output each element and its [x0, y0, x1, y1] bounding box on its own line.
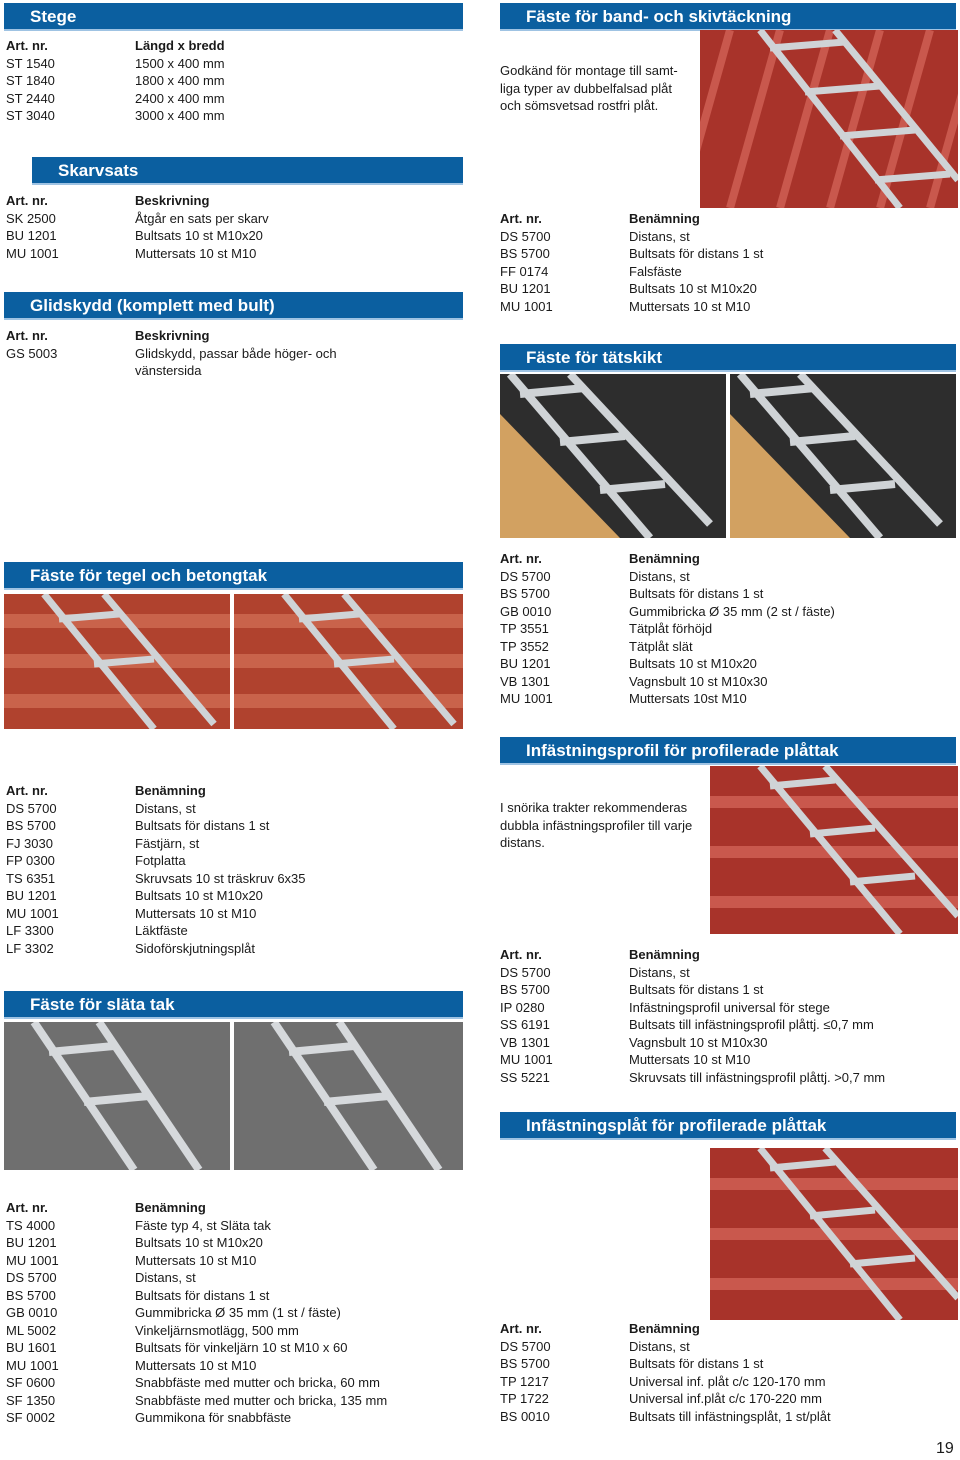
cell-description: 1500 x 400 mm	[135, 55, 225, 71]
table-row	[6, 800, 306, 818]
note-infastningsprofil: I snörika trakter rekommenderas dubbla infästningsprofiler till varje distans.	[500, 800, 693, 850]
table-row	[500, 298, 763, 316]
cell-description: Bultsats 10 st M10x20	[629, 656, 757, 671]
cell-art-nr: MU 1001	[500, 691, 553, 706]
table-row	[6, 72, 225, 90]
table-row	[6, 870, 306, 888]
cell-description: Vagnsbult 10 st M10x30	[629, 673, 768, 689]
cell-description: Bultsats för distans 1 st	[629, 586, 764, 601]
spec-table-skarvsats	[6, 192, 269, 262]
cell-description: Skruvsats till infästningsprofil plåttj. >0,7 mm	[629, 1069, 886, 1085]
section-title-infastningsprofil: Infästningsprofil för profilerade plåttak	[500, 737, 956, 765]
cell-description: Universal inf.plåt c/c 170-220 mm	[629, 1391, 822, 1406]
spec-table-stege	[6, 37, 225, 125]
cell-description: Bultsats för distans 1 st	[629, 982, 764, 997]
cell-description: Distans, st	[629, 1338, 690, 1354]
cell-art-nr: BS 5700	[6, 1287, 56, 1303]
cell-art-nr: DS 5700	[6, 800, 57, 816]
cell-description: Tätplåt förhöjd	[629, 621, 713, 636]
section-title-skarvsats: Skarvsats	[32, 157, 463, 185]
table-row	[500, 1034, 885, 1052]
table-header	[6, 327, 337, 345]
cell-description: Bultsats 10 st M10x20	[135, 1235, 263, 1250]
cell-description: Vinkeljärnsmotlägg, 500 mm	[135, 1322, 299, 1338]
cell-description: Universal inf. plåt c/c 120-170 mm	[629, 1373, 826, 1389]
cell-art-nr: SS 6191	[500, 1017, 550, 1032]
cell-description: Benämning	[629, 1321, 700, 1336]
table-row	[6, 835, 306, 853]
cell-art-nr: BS 5700	[500, 586, 550, 601]
header-description: Längd x bredd	[135, 38, 225, 53]
section-title-stege: Stege	[4, 3, 463, 31]
header-description: Benämning	[629, 551, 700, 566]
cell-description: vänstersida	[135, 363, 202, 378]
table-row	[6, 905, 306, 923]
cell-art-nr: ST 3040	[6, 108, 55, 123]
cell-description: 2400 x 400 mm	[135, 90, 225, 106]
cell-description: Bultsats för distans 1 st	[629, 1356, 764, 1371]
table-row	[500, 1338, 831, 1356]
table-row	[6, 922, 306, 940]
cell-art-nr: BS 5700	[500, 246, 550, 261]
cell-art-nr: GB 0010	[6, 1305, 58, 1320]
cell-art-nr: VB 1301	[500, 673, 550, 689]
cell-art-nr: TS 6351	[6, 870, 56, 886]
cell-art-nr: MU 1001	[6, 245, 59, 261]
photo-slata-tak	[4, 1022, 463, 1170]
table-header	[500, 550, 835, 568]
cell-description: Distans, st	[135, 1270, 196, 1285]
cell-description: Fotplatta	[135, 853, 186, 868]
cell-description: Tätplåt slät	[629, 638, 693, 654]
cell-art-nr: BS 5700	[500, 982, 550, 997]
spec-table-tegel-parts	[6, 782, 306, 957]
cell-art-nr: BU 1201	[6, 1235, 57, 1250]
cell-art-nr: ST 1540	[6, 55, 55, 71]
cell-art-nr: TP 3551	[500, 621, 549, 636]
header-description: Benämning	[135, 1200, 206, 1215]
page-number: 19	[936, 1440, 954, 1457]
table-row	[500, 1355, 831, 1373]
cell-art-nr: TP 3552	[500, 638, 549, 654]
cell-art-nr: SF 0002	[6, 1410, 56, 1425]
spec-table-tegel	[500, 550, 835, 708]
cell-description: Distans, st	[135, 800, 196, 816]
table-row	[6, 1357, 387, 1375]
table-row	[500, 981, 885, 999]
cell-art-nr: BS 5700	[500, 1356, 550, 1371]
spec-table-glidskydd	[6, 327, 337, 380]
cell-description: Muttersats 10st M10	[629, 691, 747, 706]
cell-description: Vagnsbult 10 st M10x30	[629, 1034, 768, 1050]
table-row	[6, 1269, 387, 1287]
table-row	[500, 1390, 831, 1408]
cell-description: Sidoförskjutningsplåt	[135, 940, 255, 956]
cell-description: Bultsats för vinkeljärn 10 st M10 x 60	[135, 1340, 348, 1355]
section-title-slata-tak: Fäste för släta tak	[4, 991, 463, 1019]
cell-description: Muttersats 10 st M10	[135, 1252, 257, 1268]
photo-infastningsprofil	[710, 766, 958, 934]
table-row	[6, 245, 269, 263]
cell-description: Fästjärn, st	[135, 835, 200, 851]
table-row	[6, 107, 225, 125]
table-row	[6, 817, 306, 835]
header-art-nr: Art. nr.	[500, 551, 542, 566]
table-header	[6, 1199, 387, 1217]
table-row	[6, 1322, 387, 1340]
cell-art-nr: BU 1201	[500, 656, 551, 671]
photo-infastningsplat	[710, 1148, 958, 1320]
cell-art-nr: BU 1201	[6, 228, 57, 243]
header-art-nr: Art. nr.	[6, 783, 48, 798]
cell-description: 1800 x 400 mm	[135, 73, 225, 88]
cell-art-nr: ML 5002	[6, 1322, 57, 1338]
cell-art-nr: GB 0010	[500, 603, 552, 619]
header-description: Benämning	[629, 947, 700, 962]
cell-art-nr: BU 1601	[6, 1340, 57, 1355]
cell-art-nr: BS 0010	[500, 1408, 550, 1424]
cell-art-nr: TS 4000	[6, 1217, 56, 1233]
spec-table-slata-tak	[6, 1199, 387, 1427]
cell-description: Snabbfäste med mutter och bricka, 135 mm	[135, 1392, 388, 1408]
cell-description: Distans, st	[629, 964, 690, 980]
table-row	[6, 1339, 387, 1357]
spec-table-band-skiv	[500, 210, 763, 315]
cell-description: Muttersats 10 st M10	[629, 298, 751, 314]
cell-description: Bultsats för distans 1 st	[629, 246, 764, 261]
table-row	[500, 1408, 831, 1426]
spec-table-infastningsplat	[500, 1320, 831, 1425]
cell-art-nr	[6, 362, 135, 380]
table-row	[6, 210, 269, 228]
table-row	[6, 1409, 387, 1427]
cell-art-nr: FJ 3030	[6, 835, 53, 851]
cell-description: Läktfäste	[135, 923, 188, 938]
table-row	[500, 603, 835, 621]
cell-art-nr: LF 3300	[6, 923, 54, 938]
header-description: Beskrivning	[135, 328, 210, 343]
table-row	[6, 345, 337, 363]
cell-description: Glidskydd, passar både höger- och	[135, 345, 337, 361]
section-title-glidskydd: Glidskydd (komplett med bult)	[4, 292, 463, 320]
cell-art-nr: Art. nr.	[500, 1321, 542, 1336]
cell-art-nr: ST 2440	[6, 90, 55, 106]
cell-description: Skruvsats 10 st träskruv 6x35	[135, 870, 306, 886]
table-row	[6, 1374, 387, 1392]
cell-description: Snabbfäste med mutter och bricka, 60 mm	[135, 1375, 380, 1390]
table-row	[500, 1016, 885, 1034]
cell-art-nr: GS 5003	[6, 345, 58, 361]
table-row	[500, 1069, 885, 1087]
spec-table-infastningsprofil	[500, 946, 885, 1086]
cell-art-nr: SF 1350	[6, 1392, 56, 1408]
cell-art-nr: LF 3302	[6, 940, 54, 956]
table-row	[6, 55, 225, 73]
header-art-nr: Art. nr.	[6, 38, 48, 53]
table-row	[500, 620, 835, 638]
cell-description: Bultsats 10 st M10x20	[629, 281, 757, 296]
cell-art-nr: MU 1001	[6, 1252, 59, 1268]
cell-art-nr: FP 0300	[6, 853, 55, 868]
header-description: Beskrivning	[135, 193, 210, 208]
table-row	[500, 228, 763, 246]
header-art-nr: Art. nr.	[500, 211, 542, 226]
header-description: Benämning	[135, 783, 206, 798]
cell-art-nr: MU 1001	[500, 298, 553, 314]
table-row	[500, 263, 763, 281]
table-row	[500, 245, 763, 263]
table-row	[6, 1392, 387, 1410]
cell-description: Bultsats till infästningsplåt, 1 st/plåt	[629, 1408, 831, 1424]
header-description: Benämning	[629, 211, 700, 226]
cell-art-nr: TP 1217	[500, 1373, 549, 1389]
table-row	[500, 964, 885, 982]
table-row	[6, 1304, 387, 1322]
cell-description: Infästningsprofil universal för stege	[629, 999, 830, 1015]
photo-tatskikt	[500, 374, 956, 538]
cell-description: Gummibricka Ø 35 mm (2 st / fäste)	[629, 603, 835, 619]
cell-art-nr: BU 1201	[500, 281, 551, 296]
table-row	[6, 940, 306, 958]
table-row	[500, 280, 763, 298]
cell-art-nr: SF 0600	[6, 1375, 56, 1390]
table-row	[500, 568, 835, 586]
table-row	[500, 1373, 831, 1391]
section-title-tatskikt: Fäste för tätskikt	[500, 344, 956, 372]
cell-art-nr: BS 5700	[6, 818, 56, 833]
cell-art-nr: MU 1001	[6, 1357, 59, 1373]
cell-art-nr: MU 1001	[500, 1052, 553, 1067]
cell-description: Bultsats till infästningsprofil plåttj. ≤0,7 mm	[629, 1017, 874, 1032]
header-art-nr: Art. nr.	[6, 1200, 48, 1215]
table-row	[500, 1051, 885, 1069]
table-row	[6, 1287, 387, 1305]
table-row	[500, 673, 835, 691]
cell-art-nr: DS 5700	[500, 1338, 551, 1354]
cell-description: Muttersats 10 st M10	[135, 1357, 257, 1373]
table-row	[6, 852, 306, 870]
table-row	[6, 90, 225, 108]
table-row	[500, 690, 835, 708]
cell-description: Muttersats 10 st M10	[135, 905, 257, 921]
cell-description: Fäste typ 4, st Släta tak	[135, 1217, 271, 1233]
table-header	[6, 782, 306, 800]
table-header	[500, 1320, 831, 1338]
cell-art-nr: DS 5700	[500, 228, 551, 244]
header-art-nr: Art. nr.	[6, 328, 48, 343]
cell-art-nr: SK 2500	[6, 210, 56, 226]
note-band-skiv: Godkänd för montage till samt- liga typer av dubbelfalsad plåt och sömsvetsad rostfri plåt.	[500, 63, 678, 113]
cell-art-nr: MU 1001	[6, 905, 59, 921]
cell-description: Gummikona för snabbfäste	[135, 1410, 292, 1425]
table-row	[6, 1217, 387, 1235]
cell-art-nr: SS 5221	[500, 1069, 550, 1085]
header-art-nr: Art. nr.	[500, 947, 542, 962]
cell-description: Gummibricka Ø 35 mm (1 st / fäste)	[135, 1305, 341, 1320]
section-title-band-skiv: Fäste för band- och skivtäckning	[500, 3, 956, 31]
cell-art-nr: BU 1201	[6, 888, 57, 903]
cell-art-nr: ST 1840	[6, 73, 55, 88]
section-title-tegel: Fäste för tegel och betongtak	[4, 562, 463, 590]
cell-description: Bultsats för distans 1 st	[135, 1287, 270, 1303]
cell-description: Bultsats 10 st M10x20	[135, 228, 263, 243]
header-art-nr: Art. nr.	[6, 193, 48, 208]
cell-art-nr: IP 0280	[500, 999, 545, 1015]
table-row	[6, 362, 337, 380]
cell-art-nr: VB 1301	[500, 1034, 550, 1050]
table-header	[6, 37, 225, 55]
cell-art-nr: DS 5700	[500, 964, 551, 980]
cell-description: Distans, st	[629, 568, 690, 584]
cell-art-nr: DS 5700	[500, 568, 551, 584]
cell-description: Muttersats 10 st M10	[135, 245, 257, 261]
table-header	[6, 192, 269, 210]
cell-description: Bultsats för distans 1 st	[135, 818, 270, 833]
table-row	[6, 1234, 387, 1252]
cell-art-nr: FF 0174	[500, 263, 549, 279]
table-row	[6, 1252, 387, 1270]
cell-description: Falsfäste	[629, 263, 682, 279]
table-row	[500, 655, 835, 673]
section-title-infastningsplat: Infästningsplåt för profilerade plåttak	[500, 1112, 956, 1140]
table-header	[500, 946, 885, 964]
cell-description: 3000 x 400 mm	[135, 108, 225, 123]
table-row	[500, 638, 835, 656]
cell-art-nr: DS 5700	[6, 1270, 57, 1285]
photo-tegel	[4, 594, 463, 729]
table-row	[6, 887, 306, 905]
photo-band-skiv	[700, 30, 958, 208]
table-row	[500, 585, 835, 603]
cell-description: Bultsats 10 st M10x20	[135, 888, 263, 903]
table-row	[500, 999, 885, 1017]
table-row	[6, 227, 269, 245]
cell-art-nr: TP 1722	[500, 1391, 549, 1406]
cell-description: Muttersats 10 st M10	[629, 1052, 751, 1067]
table-header	[500, 210, 763, 228]
cell-description: Åtgår en sats per skarv	[135, 210, 269, 226]
cell-description: Distans, st	[629, 228, 690, 244]
